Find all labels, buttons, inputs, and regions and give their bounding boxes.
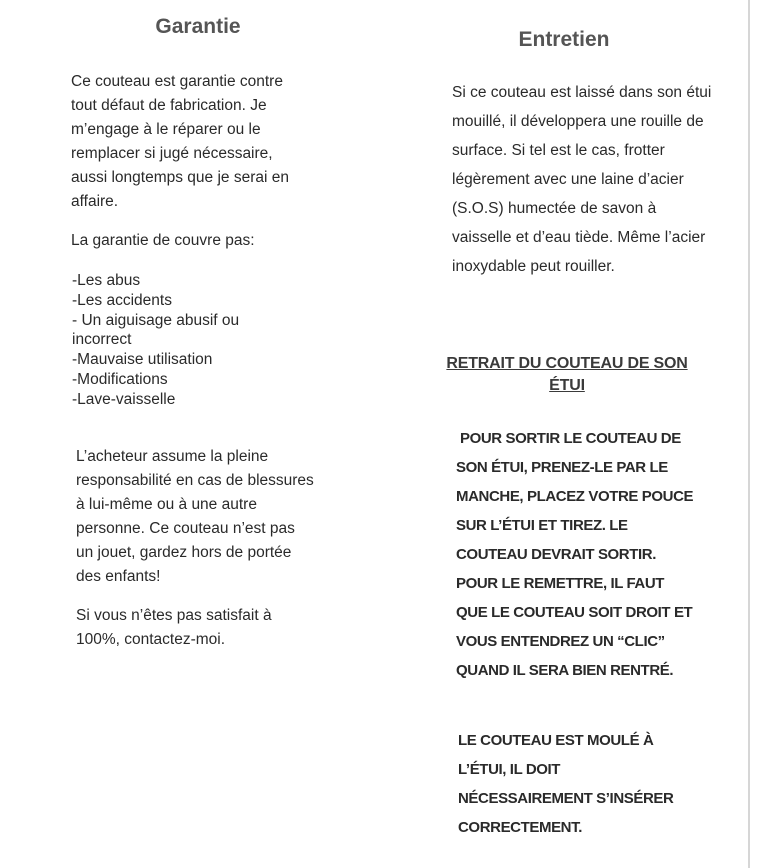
list-item: - Un aiguisage abusif ou incorrect	[72, 311, 240, 349]
exclusions-list	[72, 271, 272, 410]
liability-text: L’acheteur assume la pleine responsabilité en cas de blessures à lui-même ou à une autre personne. Ce couteau n’est pas un jouet, gardez hors de portée des enfants!	[76, 448, 314, 585]
page-edge-divider	[748, 0, 750, 868]
care-title: Entretien	[518, 28, 610, 51]
list-item: -Modifications	[72, 370, 168, 388]
molded-text: LE COUTEAU EST MOULÉ À L’ÉTUI, IL DOIT NÉCESSAIREMENT S’INSÉRER CORRECTEMENT.	[458, 732, 674, 836]
not-covered-intro: La garantie de couvre pas:	[71, 232, 255, 249]
care-text: Si ce couteau est laissé dans son étui mouillé, il développera une rouille de surface. Si tel est le cas, frotter légèrement avec une laine d’acier (S.O.S) humectée de savon à vaisselle et d’eau tiède. Même l’acier inoxydable peut rouiller.	[452, 84, 712, 275]
removal-heading: RETRAIT DU COUTEAU DE SON ÉTUI	[446, 355, 688, 394]
list-item: -Les abus	[72, 272, 141, 289]
list-item: -Lave-vaisselle	[72, 390, 176, 408]
list-item: -Mauvaise utilisation	[72, 351, 213, 369]
warranty-title: Garantie	[155, 15, 241, 38]
satisfaction-text: Si vous n’êtes pas satisfait à 100%, contactez-moi.	[76, 607, 272, 648]
warranty-text: Ce couteau est garantie contre tout défaut de fabrication. Je m’engage à le réparer ou le remplacer si jugé nécessaire, aussi longtemps que je serai en affaire.	[71, 73, 289, 210]
removal-text: POUR SORTIR LE COUTEAU DE SON ÉTUI, PRENEZ-LE PAR LE MANCHE, PLACEZ VOTRE POUCE SUR L’ÉTUI ET TIREZ. LE COUTEAU DEVRAIT SORTIR. POUR LE REMETTRE, IL FAUT QUE LE COUTEAU SOIT DROIT ET VOUS ENTENDREZ UN “CLIC” QUAND IL SERA BIEN RENTRÉ.	[456, 430, 694, 679]
list-item: -Les accidents	[72, 291, 172, 309]
